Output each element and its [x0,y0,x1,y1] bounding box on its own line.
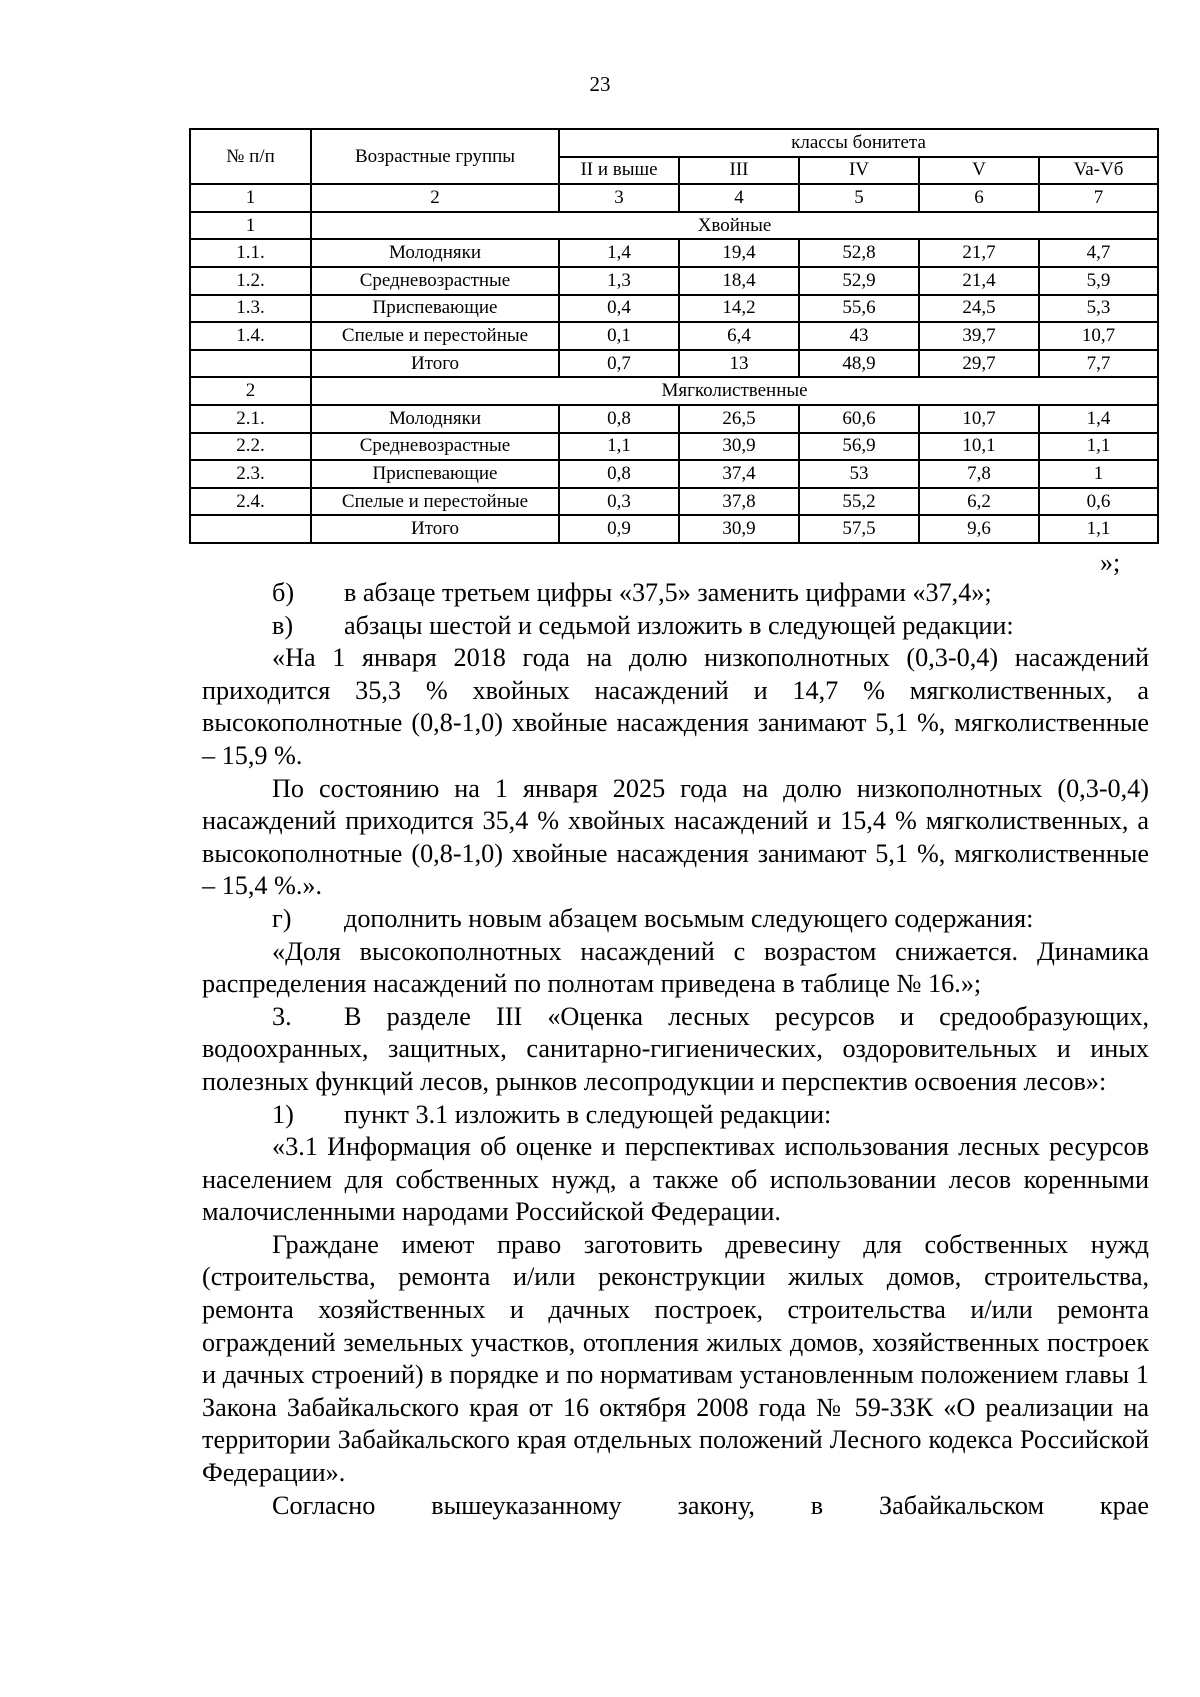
column-number: 7 [1039,184,1158,212]
row-value: 0,1 [559,322,679,350]
column-number: 4 [679,184,799,212]
list-item [202,577,1149,610]
paragraph: По состоянию на 1 января 2025 года на долю низкополнотных (0,3-0,4) насаждений приходится 35,4 % хвойных насаждений и 15,4 % мягколиственных, а высокополнотные (0,8-1,0) хвойные насаждения занимают 5,1 %, мягколиственные – 15,4 %.». [202,773,1149,901]
header-classes: классы бонитета [559,129,1158,157]
row-value: 4,7 [1039,239,1158,267]
list-marker: г) [272,903,292,933]
bonitet-table [189,128,1159,544]
paragraph: «Доля высокополнотных насаждений с возрастом снижается. Динамика распределения насаждений по полнотам приведена в таблице № 16.»; [202,936,1149,999]
row-value: 48,9 [799,350,919,378]
row-group: Средневозрастные [311,433,559,461]
section-title: Мягколиственные [311,377,1158,405]
row-value: 0,4 [559,295,679,323]
list-item [202,610,1149,643]
section-num: 2 [190,377,311,405]
row-value: 55,6 [799,295,919,323]
row-value: 19,4 [679,239,799,267]
table-row [190,322,1158,350]
list-marker: 3. [272,1001,292,1031]
row-value: 26,5 [679,405,799,433]
row-value: 5,9 [1039,267,1158,295]
section-num: 1 [190,212,311,240]
row-value: 57,5 [799,515,919,543]
row-value: 60,6 [799,405,919,433]
list-item-text: пункт 3.1 изложить в следующей редакции: [344,1099,832,1129]
row-value: 29,7 [919,350,1039,378]
row-value: 0,6 [1039,488,1158,516]
header-class: Va-Vб [1039,157,1158,185]
row-value: 1 [1039,460,1158,488]
list-item-text: дополнить новым абзацем восьмым следующего содержания: [344,903,1034,933]
paragraph: Согласно вышеуказанному закону, в Забайкальском крае [272,1490,1149,1520]
row-group: Молодняки [311,405,559,433]
row-num: 1.3. [190,295,311,323]
header-class: V [919,157,1039,185]
row-value: 1,4 [559,239,679,267]
column-number: 2 [311,184,559,212]
row-value: 0,3 [559,488,679,516]
section-title: Хвойные [311,212,1158,240]
row-value: 1,1 [1039,515,1158,543]
row-group: Приспевающие [311,460,559,488]
row-value: 5,3 [1039,295,1158,323]
row-num: 2.1. [190,405,311,433]
quote-close: »; [1100,548,1121,577]
row-group: Спелые и перестойные [311,488,559,516]
section-row [190,377,1158,405]
row-value: 39,7 [919,322,1039,350]
row-value: 24,5 [919,295,1039,323]
row-group: Средневозрастные [311,267,559,295]
row-value: 10,7 [1039,322,1158,350]
row-value: 55,2 [799,488,919,516]
row-num: 2.4. [190,488,311,516]
row-value: 1,4 [1039,405,1158,433]
header-class: III [679,157,799,185]
row-value: 43 [799,322,919,350]
table-row [190,433,1158,461]
row-value: 52,9 [799,267,919,295]
table-row [190,405,1158,433]
header-class: II и выше [559,157,679,185]
row-value: 30,9 [679,433,799,461]
paragraph: Граждане имеют право заготовить древесину для собственных нужд (строительства, ремонта и/или реконструкции жилых домов, строительства, ремонта хозяйственных и дачных построек, строительства и/или ремонта ограждений земельных участков, отопления жилых домов, хозяйственных построек и дачных строений) в порядке и по нормативам установленным положением главы 1 Закона Забайкальского края от 16 октября 2008 года № 59-ЗЗК «О реализации на территории Забайкальского края отдельных положений Лесного кодекса Российской Федерации». [202,1229,1149,1488]
paragraph: «На 1 января 2018 года на долю низкополнотных (0,3-0,4) насаждений приходится 35,3 % хвойных насаждений и 14,7 % мягколиственных, а высокополнотные (0,8-1,0) хвойные насаждения занимают 5,1 %, мягколиственные – 15,9 %. [202,643,1149,770]
table-row [190,239,1158,267]
row-value: 1,3 [559,267,679,295]
row-value: 6,4 [679,322,799,350]
paragraph: «3.1 Информация об оценке и перспективах использования лесных ресурсов населением для собственных нужд, а также об использовании лесов коренными малочисленными народами Российской Федерации. [202,1132,1149,1227]
row-value: 56,9 [799,433,919,461]
row-value: 52,8 [799,239,919,267]
row-value: 0,8 [559,460,679,488]
row-num: 1.2. [190,267,311,295]
list-item-text: абзацы шестой и седьмой изложить в следующей редакции: [344,610,1014,640]
section-row [190,212,1158,240]
list-marker: в) [272,610,294,640]
list-item-text: В разделе III «Оценка лесных ресурсов и средообразующих, водоохранных, защитных, санитарно-гигиенических, оздоровительных и иных полезных функций лесов, рынков лесопродукции и перспектив освоения лесов»: [202,1001,1149,1096]
row-value: 14,2 [679,295,799,323]
row-group: Итого [311,350,559,378]
header-groups: Возрастные группы [311,129,559,184]
row-value: 0,7 [559,350,679,378]
list-item [202,903,1149,936]
list-item [202,1001,1149,1099]
row-value: 0,9 [559,515,679,543]
row-value: 53 [799,460,919,488]
column-numbers-row [190,184,1158,212]
row-value: 37,8 [679,488,799,516]
row-num: 2.2. [190,433,311,461]
row-group: Приспевающие [311,295,559,323]
row-value: 1,1 [559,433,679,461]
row-num: 2.3. [190,460,311,488]
row-num: 1.1. [190,239,311,267]
list-item [202,1099,1149,1132]
document-body [202,577,1149,1522]
row-value: 6,2 [919,488,1039,516]
table-row [190,295,1158,323]
table-row [190,460,1158,488]
row-group: Спелые и перестойные [311,322,559,350]
column-number: 5 [799,184,919,212]
row-num [190,350,311,378]
page-number: 23 [589,72,611,96]
row-value: 10,7 [919,405,1039,433]
row-value: 21,4 [919,267,1039,295]
header-num: № п/п [190,129,311,184]
row-value: 13 [679,350,799,378]
row-value: 7,8 [919,460,1039,488]
row-value: 21,7 [919,239,1039,267]
row-value: 18,4 [679,267,799,295]
column-number: 1 [190,184,311,212]
table-row [190,488,1158,516]
column-number: 3 [559,184,679,212]
table-row [190,267,1158,295]
row-value: 10,1 [919,433,1039,461]
column-number: 6 [919,184,1039,212]
table-row [190,515,1158,543]
header-class: IV [799,157,919,185]
row-value: 1,1 [1039,433,1158,461]
list-item-text: в абзаце третьем цифры «37,5» заменить цифрами «37,4»; [344,578,992,607]
table-header-row [190,129,1158,157]
row-value: 37,4 [679,460,799,488]
row-group: Молодняки [311,239,559,267]
list-marker: б) [272,578,295,607]
row-value: 7,7 [1039,350,1158,378]
row-value: 30,9 [679,515,799,543]
row-group: Итого [311,515,559,543]
table-row [190,350,1158,378]
row-value: 9,6 [919,515,1039,543]
row-num [190,515,311,543]
list-marker: 1) [272,1099,294,1129]
row-value: 0,8 [559,405,679,433]
row-num: 1.4. [190,322,311,350]
